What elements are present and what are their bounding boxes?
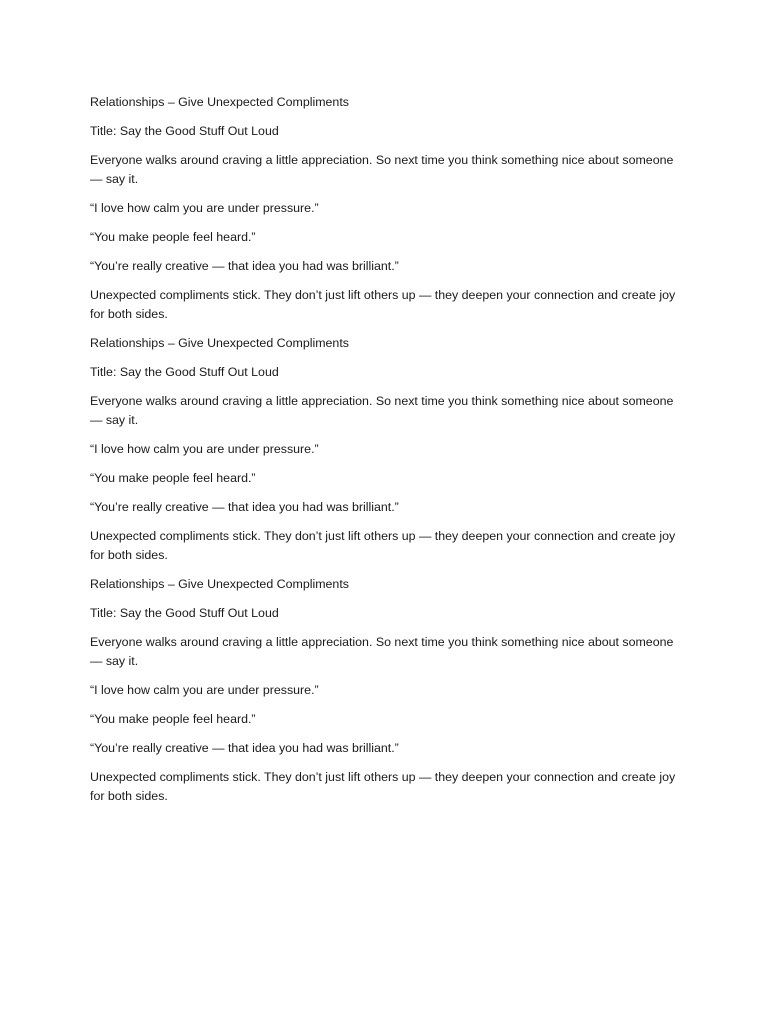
document-section <box>90 575 678 806</box>
compliment-quote: “I love how calm you are under pressure.” <box>90 683 319 697</box>
section-heading: Relationships – Give Unexpected Compliments <box>90 336 349 350</box>
compliment-quote: “You make people feel heard.” <box>90 471 256 485</box>
section-title: Title: Say the Good Stuff Out Loud <box>90 365 279 379</box>
compliment-quote: “I love how calm you are under pressure.” <box>90 201 319 215</box>
section-heading: Relationships – Give Unexpected Compliments <box>90 95 349 109</box>
intro-paragraph: Everyone walks around craving a little appreciation. So next time you think something nice about someone — say it. <box>90 394 674 427</box>
section-title: Title: Say the Good Stuff Out Loud <box>90 606 279 620</box>
compliment-quote: “You’re really creative — that idea you had was brilliant.” <box>90 259 399 273</box>
compliment-quote: “You make people feel heard.” <box>90 230 256 244</box>
document-section <box>90 334 678 565</box>
document-section <box>90 93 678 324</box>
compliment-quote: “You make people feel heard.” <box>90 712 256 726</box>
closing-paragraph: Unexpected compliments stick. They don’t just lift others up — they deepen your connection and create joy for both sides. <box>90 770 676 803</box>
compliment-quote: “You’re really creative — that idea you had was brilliant.” <box>90 500 399 514</box>
section-heading: Relationships – Give Unexpected Compliments <box>90 577 349 591</box>
intro-paragraph: Everyone walks around craving a little appreciation. So next time you think something nice about someone — say it. <box>90 153 674 186</box>
intro-paragraph: Everyone walks around craving a little appreciation. So next time you think something nice about someone — say it. <box>90 635 674 668</box>
section-title: Title: Say the Good Stuff Out Loud <box>90 124 279 138</box>
closing-paragraph: Unexpected compliments stick. They don’t just lift others up — they deepen your connection and create joy for both sides. <box>90 288 676 321</box>
closing-paragraph: Unexpected compliments stick. They don’t just lift others up — they deepen your connection and create joy for both sides. <box>90 529 676 562</box>
compliment-quote: “You’re really creative — that idea you had was brilliant.” <box>90 741 399 755</box>
compliment-quote: “I love how calm you are under pressure.” <box>90 442 319 456</box>
